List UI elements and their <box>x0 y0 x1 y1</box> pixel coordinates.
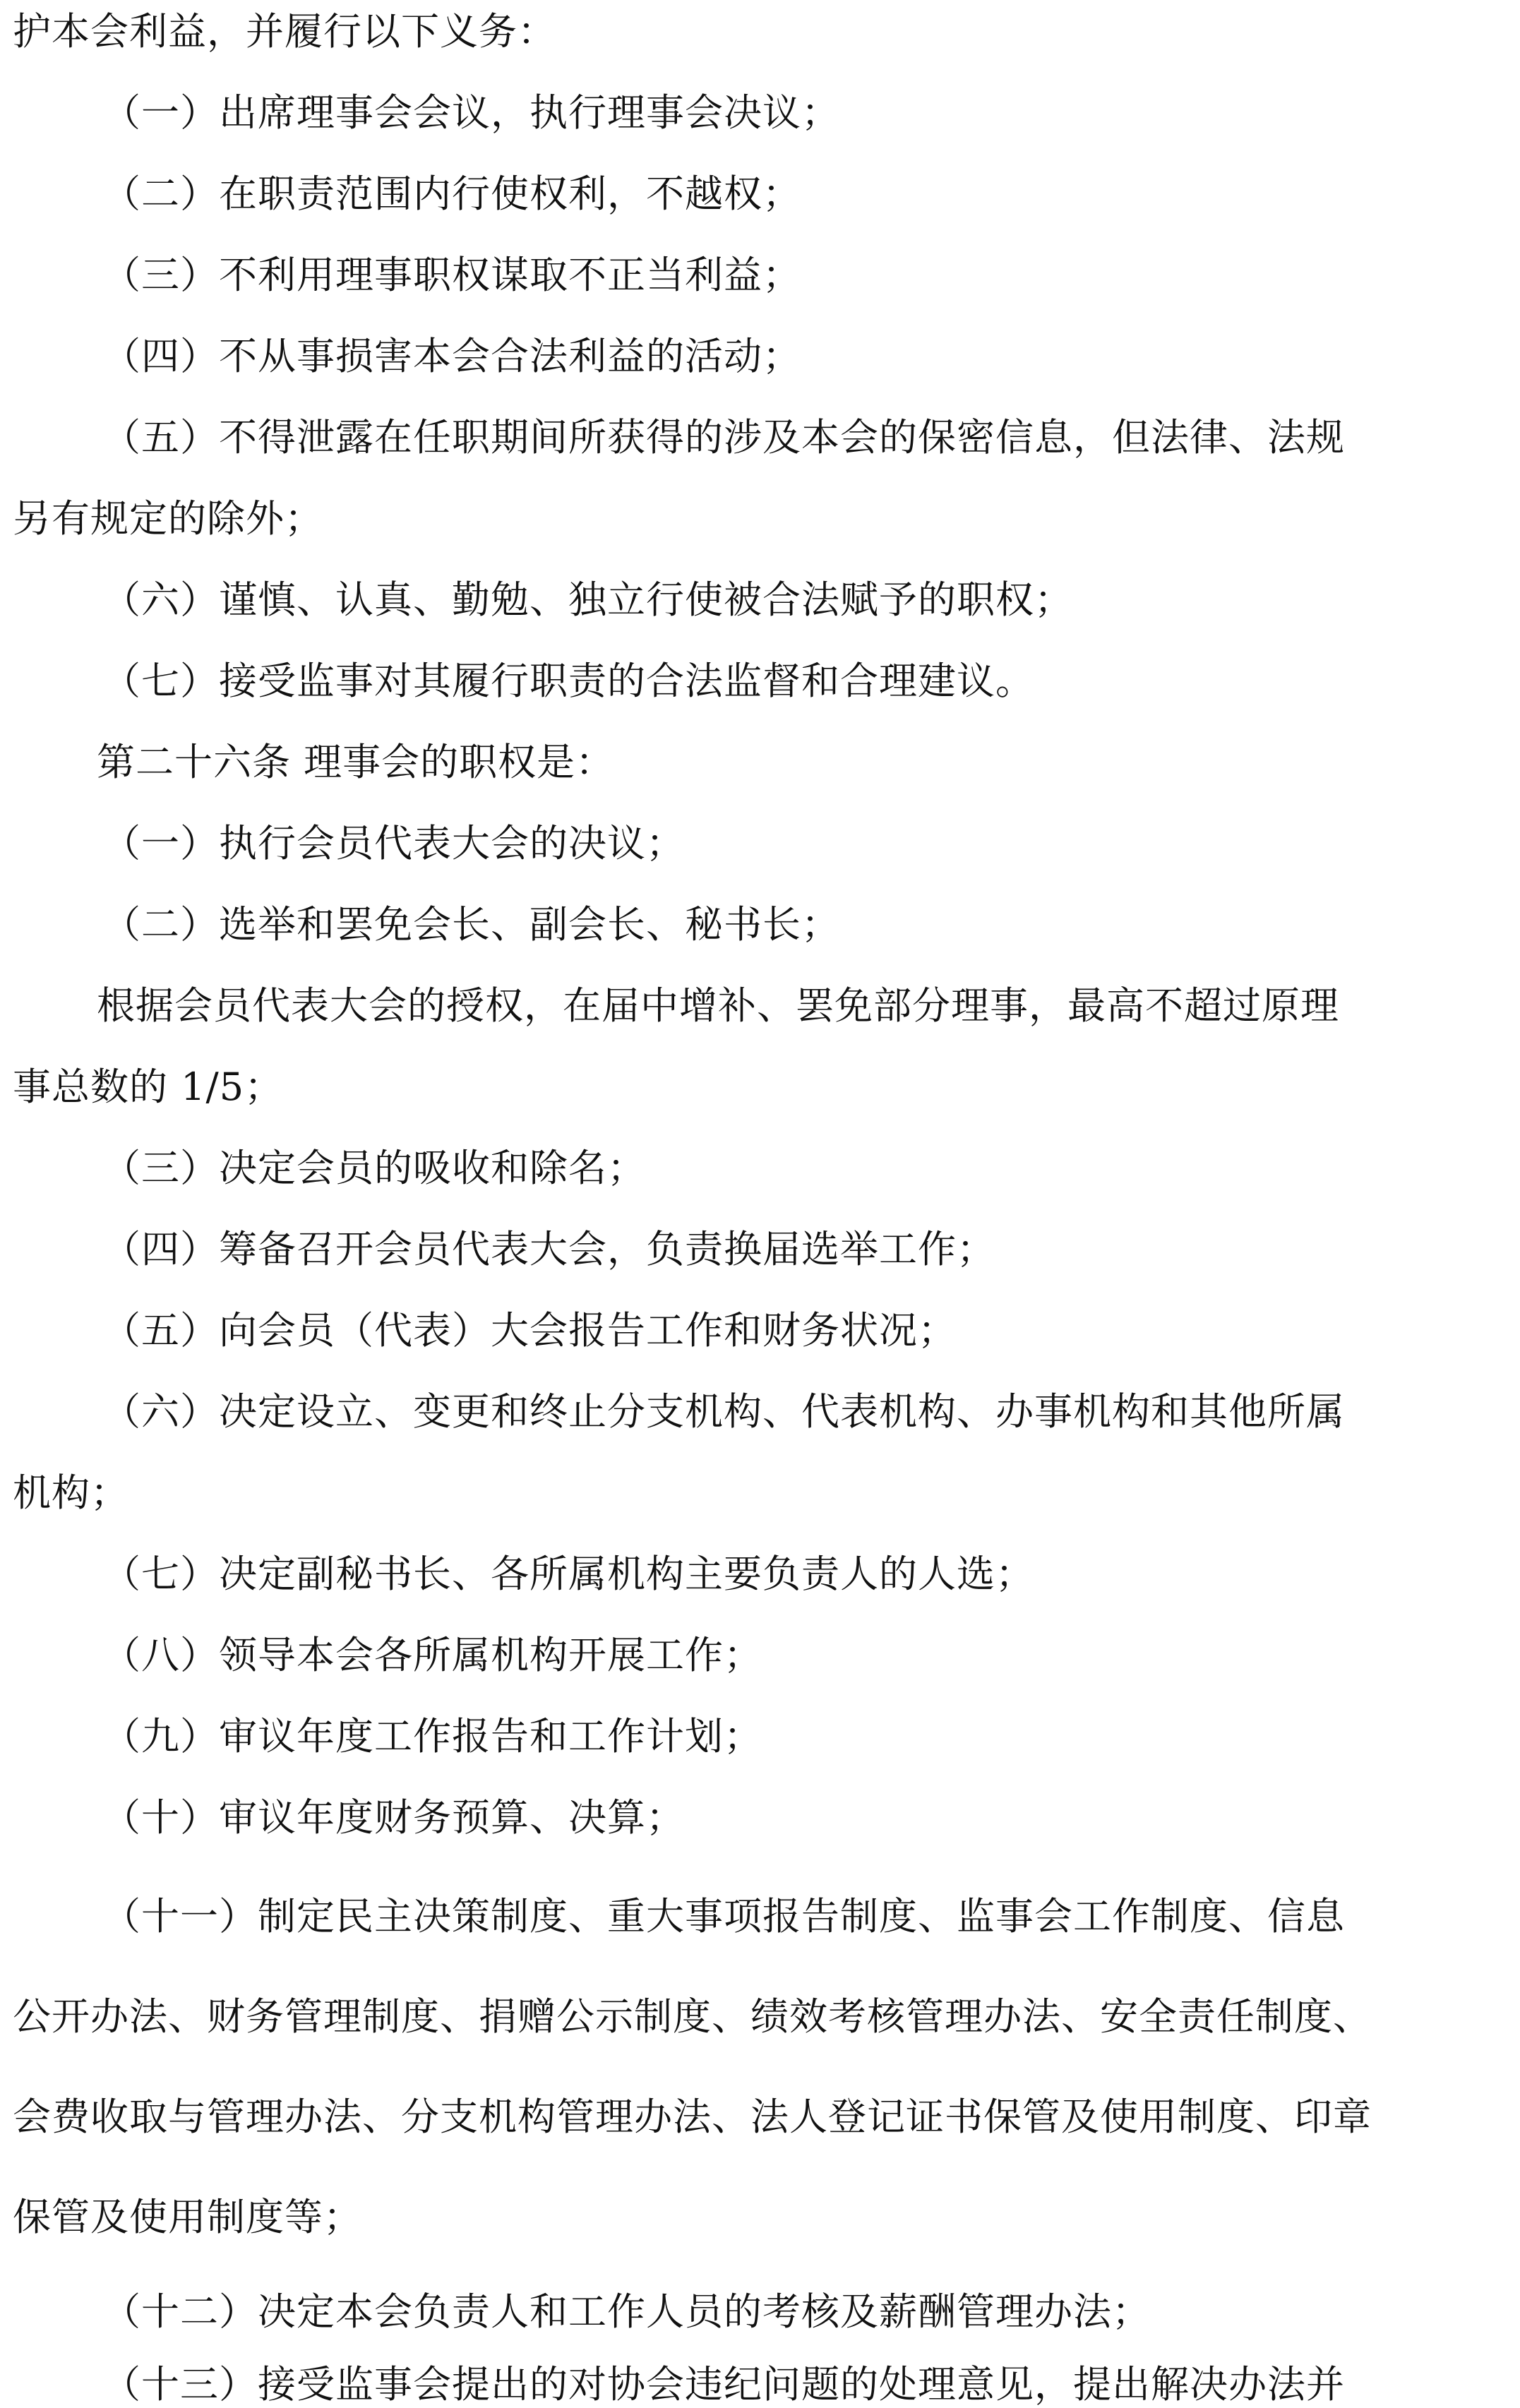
text-line: 事总数的 1/5； <box>13 1065 284 1109</box>
text-line: （三）不利用理事职权谋取不正当利益； <box>102 253 801 297</box>
article-heading: 第二十六条 理事会的职权是： <box>97 740 615 784</box>
text-line: （十二）决定本会负责人和工作人员的考核及薪酬管理办法； <box>102 2289 1151 2334</box>
text-line: （十）审议年度财务预算、决算； <box>102 1795 685 1840</box>
text-line: （二）选举和罢免会长、副会长、秘书长； <box>102 902 840 947</box>
text-line: 保管及使用制度等； <box>13 2195 362 2239</box>
text-line: 机构； <box>13 1470 129 1515</box>
text-line: 护本会利益，并履行以下义务： <box>13 9 556 54</box>
text-line: （七）接受监事对其履行职责的合法监督和合理建议。 <box>102 659 1034 703</box>
text-line: （十三）接受监事会提出的对协会违纪问题的处理意见，提出解决办法并 <box>102 2362 1345 2407</box>
text-line: （一）出席理事会会议，执行理事会决议； <box>102 90 840 135</box>
text-line: 根据会员代表大会的授权，在届中增补、罢免部分理事，最高不超过原理 <box>97 983 1339 1028</box>
text-line: 公开办法、财务管理制度、捐赠公示制度、绩效考核管理办法、安全责任制度、 <box>13 1994 1372 2039</box>
text-line: （一）执行会员代表大会的决议； <box>102 821 685 865</box>
text-line: （四）不从事损害本会合法利益的活动； <box>102 334 801 378</box>
text-line: 会费收取与管理办法、分支机构管理办法、法人登记证书保管及使用制度、印章 <box>13 2095 1372 2139</box>
text-line: （九）审议年度工作报告和工作计划； <box>102 1714 762 1759</box>
text-line: （六）谨慎、认真、勤勉、独立行使被合法赋予的职权； <box>102 577 1073 622</box>
text-line: （六）决定设立、变更和终止分支机构、代表机构、办事机构和其他所属 <box>102 1389 1345 1434</box>
text-line: （七）决定副秘书长、各所属机构主要负责人的人选； <box>102 1552 1034 1596</box>
text-line: （十一）制定民主决策制度、重大事项报告制度、监事会工作制度、信息 <box>102 1894 1345 1939</box>
text-line: 另有规定的除外； <box>13 496 323 541</box>
text-line: （四）筹备召开会员代表大会，负责换届选举工作； <box>102 1227 995 1271</box>
text-line: （五）不得泄露在任职期间所获得的涉及本会的保密信息，但法律、法规 <box>102 415 1345 460</box>
text-line: （三）决定会员的吸收和除名； <box>102 1146 646 1190</box>
text-line: （八）领导本会各所属机构开展工作； <box>102 1633 762 1677</box>
text-line: （五）向会员（代表）大会报告工作和财务状况； <box>102 1308 957 1353</box>
text-line: （二）在职责范围内行使权利，不越权； <box>102 172 801 216</box>
